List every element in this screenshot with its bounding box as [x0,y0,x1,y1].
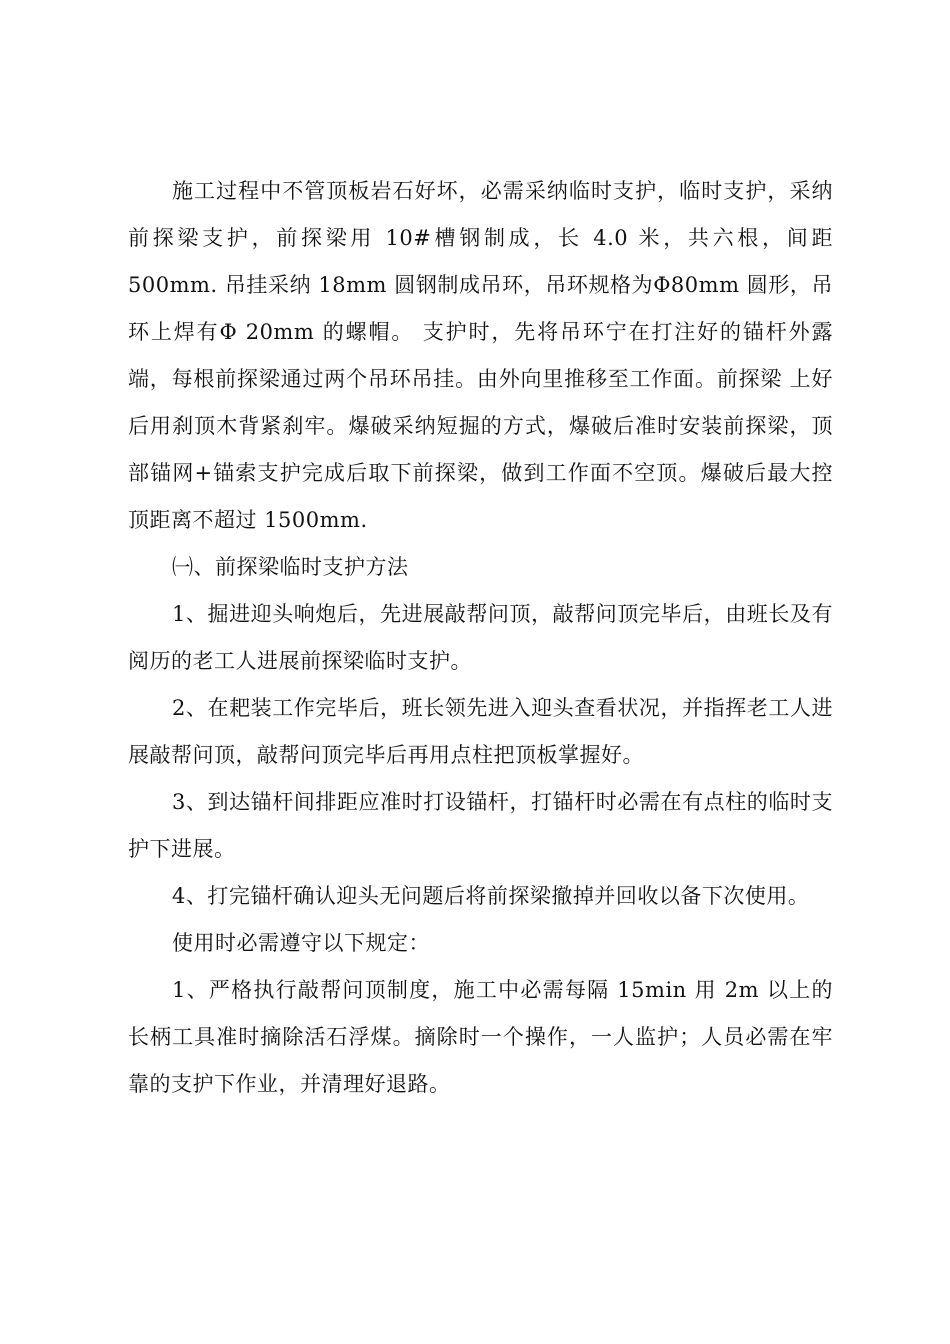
paragraph-step-4: 4、打完锚杆确认迎头无问题后将前探梁撤掉并回收以备下次使用。 [172,884,810,908]
paragraph-step-3: 3、到达锚杆间排距应准时打设锚杆，打锚杆时必需在有点柱的临时支护下进展。 [128,790,833,861]
section-heading-method: ㈠、前探梁临时支护方法 [172,555,409,579]
document-body [128,168,833,1108]
paragraph-step-1: 1、掘进迎头响炮后，先进展敲帮问顶，敲帮问顶完毕后，由班长及有阅历的老工人进展前探梁临时支护。 [128,602,833,673]
paragraph-step-2: 2、在耙装工作完毕后，班长领先进入迎头查看状况，并指挥老工人进展敲帮问顶，敲帮问顶完毕后再用点柱把顶板掌握好。 [128,696,833,767]
paragraph-rules-intro: 使用时必需遵守以下规定： [172,931,430,955]
paragraph-temporary-support: 施工过程中不管顶板岩石好坏，必需采纳临时支护，临时支护，采纳前探梁支护，前探梁用 10#槽钢制成，长 4.0 米，共六根，间距 500mm. 吊挂采纳 18mm 圆钢制成吊环，吊环规格为Φ80mm 圆形，吊环上焊有Φ 20mm 的螺帽。 支护时，先将吊环宁在打注好的锚杆外露端，每根前探梁通过两个吊环吊挂。由外向里推移至工作面。前探梁 上好后用刹顶木背紧刹牢。爆破采纳短掘的方式，爆破后准时安装前探梁，顶部锚网+锚索支护完成后取下前探梁，做到工作面不空顶。爆破后最大控顶距离不超过 1500mm. [128,179,833,532]
paragraph-rule-1: 1、严格执行敲帮问顶制度，施工中必需每隔 15min 用 2m 以上的长柄工具准时摘除活石浮煤。摘除时一个操作，一人监护；人员必需在牢靠的支护下作业，并清理好退路。 [128,978,833,1096]
